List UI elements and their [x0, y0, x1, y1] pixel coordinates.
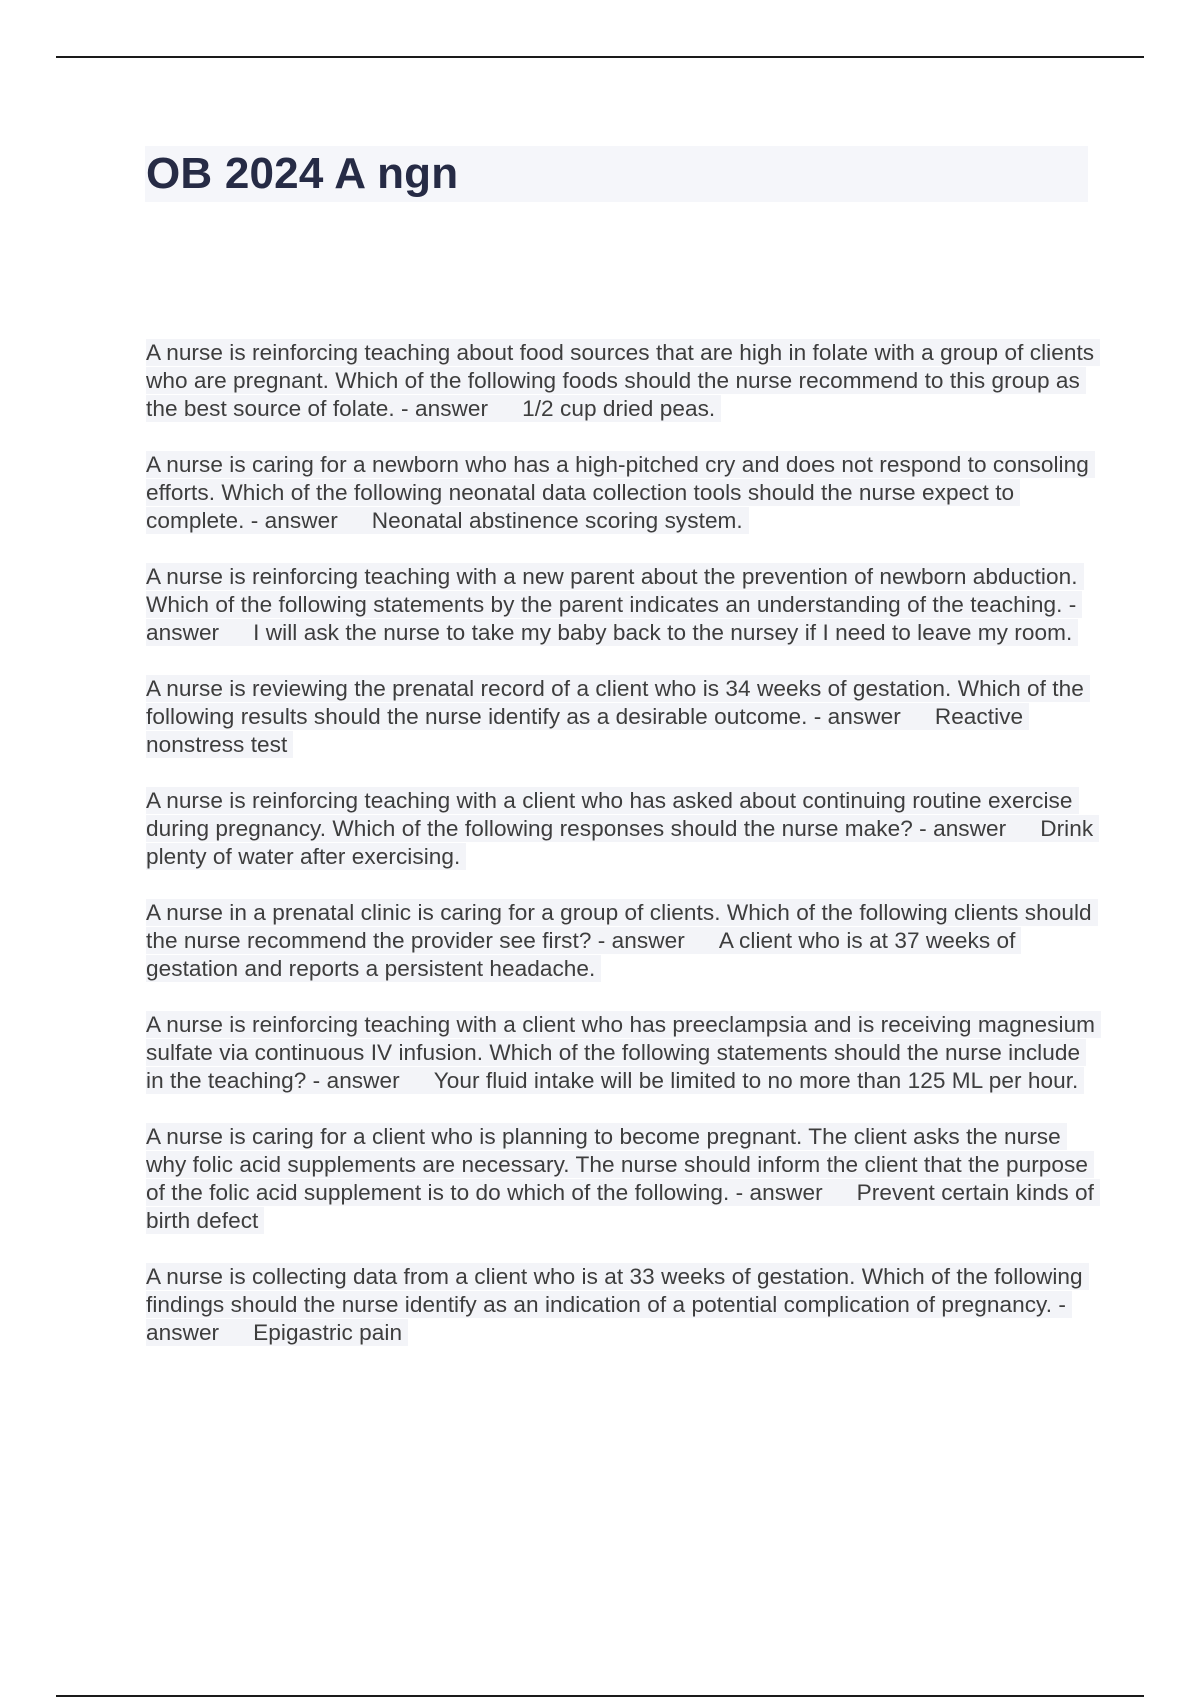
qa-list: [146, 339, 1096, 1375]
qa-text: [146, 787, 1099, 870]
answer-text: Prevent certain kinds of birth defect: [146, 1180, 1094, 1233]
question-text: A nurse is reinforcing teaching with a client who has asked about continuing routine exercise during pregnancy. Which of the following responses should the nurse make?: [146, 788, 1073, 841]
question-text: A nurse is reinforcing teaching about food sources that are high in folate with a group of clients who are pregnant. Which of the following foods should the nurse recommend to this group as the best source of folate.: [146, 340, 1095, 421]
answer-text: 1/2 cup dried peas.: [522, 396, 716, 421]
answer-marker: - answer: [146, 1292, 1066, 1345]
document-title: OB 2024 A ngn: [146, 149, 459, 198]
qa-text: [146, 451, 1095, 534]
answer-marker: - answer: [591, 928, 685, 953]
question-text: A nurse is caring for a client who is planning to become pregnant. The client asks the nurse why folic acid supplements are necessary. The nurse should inform the client that the purpose of the folic acid supplement is to do which of the following.: [146, 1124, 1088, 1205]
qa-item-1: [146, 339, 1096, 423]
top-rule: [56, 56, 1144, 58]
answer-text: A client who is at 37 weeks of gestation and reports a persistent headache.: [146, 928, 1016, 981]
qa-item-9: [146, 1263, 1096, 1347]
question-text: A nurse is reinforcing teaching with a client who has preeclampsia and is receiving magnesium sulfate via continuous IV infusion. Which of the following statements should the nurse include in the teaching?: [146, 1012, 1096, 1093]
answer-text: Reactive nonstress test: [146, 704, 1024, 757]
answer-marker: - answer: [306, 1068, 400, 1093]
answer-marker: - answer: [729, 1180, 823, 1205]
answer-text: Neonatal abstinence scoring system.: [371, 508, 743, 533]
question-text: A nurse is caring for a newborn who has a high-pitched cry and does not respond to consoling efforts. Which of the following neonatal data collection tools should the nurse expect to complete.: [146, 452, 1089, 533]
answer-marker: - answer: [807, 704, 901, 729]
answer-marker: - answer: [146, 592, 1077, 645]
qa-item-3: [146, 563, 1096, 647]
qa-item-7: [146, 1011, 1096, 1095]
qa-text: [146, 339, 1100, 422]
qa-item-2: [146, 451, 1096, 535]
qa-item-4: [146, 675, 1096, 759]
qa-item-8: [146, 1123, 1096, 1235]
qa-text: [146, 1011, 1101, 1094]
qa-item-5: [146, 787, 1096, 871]
question-text: A nurse is collecting data from a client who is at 33 weeks of gestation. Which of the following findings should the nurse identify as an indication of a potential complication of pregnancy.: [146, 1264, 1083, 1317]
question-text: A nurse is reviewing the prenatal record of a client who is 34 weeks of gestation. Which of the following results should the nurse identify as a desirable outcome.: [146, 676, 1084, 729]
qa-text: [146, 563, 1084, 646]
question-text: A nurse is reinforcing teaching with a new parent about the prevention of newborn abduction. Which of the following statements by the parent indicates an understanding of the teaching.: [146, 564, 1078, 617]
answer-text: Epigastric pain: [253, 1320, 403, 1345]
qa-item-6: [146, 899, 1096, 983]
qa-text: [146, 1263, 1089, 1346]
answer-text: I will ask the nurse to take my baby back to the nursey if I need to leave my room.: [253, 620, 1073, 645]
question-text: A nurse in a prenatal clinic is caring for a group of clients. Which of the following clients should the nurse recommend the provider see first?: [146, 900, 1092, 953]
qa-text: [146, 899, 1098, 982]
qa-text: [146, 1123, 1100, 1234]
bottom-rule: [56, 1695, 1144, 1697]
answer-text: Your fluid intake will be limited to no more than 125 ML per hour.: [433, 1068, 1079, 1093]
answer-text: Drink plenty of water after exercising.: [146, 816, 1094, 869]
answer-marker: - answer: [912, 816, 1007, 841]
answer-marker: - answer: [244, 508, 338, 533]
answer-marker: - answer: [394, 396, 489, 421]
qa-text: [146, 675, 1090, 758]
